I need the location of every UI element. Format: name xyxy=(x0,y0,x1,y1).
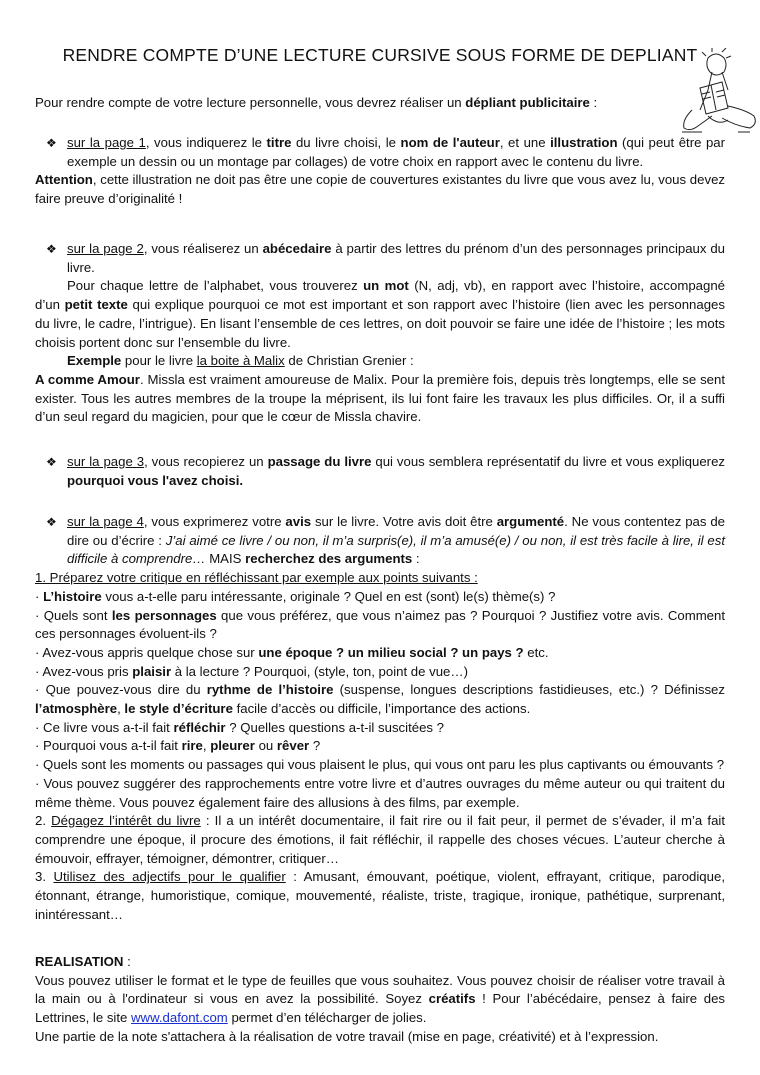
paragraph xyxy=(35,277,725,352)
paragraph xyxy=(35,812,725,868)
text-run: · Avez-vous appris quelque chose sur xyxy=(35,644,259,660)
text-run: : xyxy=(412,551,420,567)
text-run: (N, adj, vb), en rapport avec l’histoire, accompagné d’un xyxy=(35,278,725,313)
text-run: nom de l'auteur xyxy=(400,135,500,150)
text-run: , vous recopierez un xyxy=(144,454,268,469)
text-run: sur le livre. Votre avis doit être xyxy=(311,514,497,529)
text-run: à la lecture ? Pourquoi, (style, ton, point de vue…) xyxy=(171,663,468,679)
text-run: · Avez-vous pris xyxy=(35,663,133,679)
text-run: qui vous semblera représentatif du livre et vous expliquerez xyxy=(371,454,725,469)
text-run: pour le livre xyxy=(121,353,197,369)
text-run: argumenté xyxy=(496,514,565,529)
text-run: plaisir xyxy=(132,663,172,679)
text-run: Une partie de la note s'attachera à la réalisation de votre travail (mise en page, créativité) et à l’expression. xyxy=(35,1028,659,1044)
text-run: : xyxy=(589,95,598,110)
text-run: A comme Amour xyxy=(35,371,140,387)
text-run: etc. xyxy=(523,644,549,660)
bullet-paragraph xyxy=(35,134,725,171)
text-run: , vous réaliserez un xyxy=(143,241,263,256)
text-run: le style d’écriture xyxy=(124,701,233,717)
bullet-paragraph xyxy=(35,240,725,277)
text-run: ? Quelles questions a-t-il suscitées ? xyxy=(225,719,444,735)
page-4-section xyxy=(35,513,725,924)
page-2-section xyxy=(35,240,725,427)
paragraph xyxy=(35,1028,725,1047)
text-run: sur la page 2 xyxy=(67,241,144,256)
text-run: ou xyxy=(254,738,277,754)
paragraph xyxy=(35,371,725,427)
intro-section xyxy=(35,94,725,113)
paragraph xyxy=(35,352,725,371)
text-run: (qui peut être par exemple un dessin ou un montage par collages) de votre choix en rapport avec le contenu du livre. xyxy=(67,135,725,169)
document-title: RENDRE COMPTE D’UNE LECTURE CURSIVE SOUS FORME DE DEPLIANT xyxy=(62,45,698,65)
text-run: réfléchir xyxy=(173,719,226,735)
website-link[interactable]: www.dafont.com xyxy=(131,1010,228,1026)
text-run: 2. xyxy=(35,813,52,829)
text-run: sur la page 1 xyxy=(67,135,146,150)
text-run: que vous préférez, que vous n’aimez pas ? Pourquoi ? Justifiez votre avis. Comment ces personnages évoluent-ils ? xyxy=(35,607,726,642)
text-run: dépliant publicitaire xyxy=(465,95,590,110)
text-run: , vous exprimerez votre xyxy=(143,514,286,529)
person-reading-book-icon xyxy=(678,48,760,136)
text-run: · Quels sont les moments ou passages qui vous plaisent le plus, qui vous ont paru les plus captivants ou émouvants ? xyxy=(35,757,725,773)
paragraph xyxy=(35,663,725,682)
text-run: MAIS xyxy=(205,551,246,567)
text-run: : Amusant, émouvant, poétique, violent, effrayant, critique, parodique, étonnant, étrange, humoristique, comique, mouvementé, réaliste, triste, tragique, ironique, pathétique, surprenant, inintéressant… xyxy=(35,869,725,922)
text-run: Attention xyxy=(35,172,93,188)
text-run: rythme de l’histoire xyxy=(206,682,334,698)
text-run: recherchez des arguments xyxy=(245,551,413,567)
paragraph xyxy=(35,607,725,644)
bullet-icon: ❖ xyxy=(46,242,57,256)
text-run: Pour rendre compte de votre lecture personnelle, vous devrez réaliser un xyxy=(35,95,466,110)
text-run: Vous pouvez utiliser le format et le type de feuilles que vous souhaitez. Vous pouvez choisir de réaliser votre travail à la main ou à l'ordinateur si vous en avez la possibilité. Soyez xyxy=(35,972,725,1007)
text-run: ! Pour l’abécédaire, pensez à faire des Lettrines, le site xyxy=(35,991,725,1026)
text-run: rêver xyxy=(276,738,310,754)
text-run: , et une xyxy=(499,135,551,150)
bullet-icon: ❖ xyxy=(46,455,57,469)
paragraph xyxy=(35,171,725,208)
paragraph xyxy=(35,719,725,738)
text-run: sur la page 3 xyxy=(67,454,145,469)
text-run: pleurer xyxy=(210,738,255,754)
paragraph xyxy=(35,569,725,588)
text-run: abécedaire xyxy=(262,241,332,256)
text-run: à partir des lettres du prénom d’un des personnages principaux du livre. xyxy=(67,241,726,275)
page-3-section xyxy=(35,453,725,490)
text-run: rire xyxy=(181,738,203,754)
text-run: , cette illustration ne doit pas être une copie de couvertures existantes du livre que vous avez lu, vous devez faire preuve d’originalité ! xyxy=(35,172,725,207)
text-run: les personnages xyxy=(111,607,217,623)
paragraph xyxy=(35,681,725,718)
bullet-icon: ❖ xyxy=(46,136,57,150)
text-run: permet d’en télécharger de jolies. xyxy=(227,1010,427,1026)
text-run: 3. xyxy=(35,869,54,885)
text-run: petit texte xyxy=(64,297,128,313)
paragraph xyxy=(35,644,725,663)
text-run: de Christian Grenier : xyxy=(284,353,414,369)
text-run: la boite à Malix xyxy=(196,353,285,369)
text-run: Pour chaque lettre de l’alphabet, vous trouverez xyxy=(67,278,364,294)
text-run: 1. Préparez votre critique en réfléchissant par exemple aux points suivants : xyxy=(35,570,478,586)
paragraph xyxy=(35,775,725,812)
text-run: Utilisez des adjectifs pour le qualifier xyxy=(53,869,286,885)
text-run: (suspense, longues descriptions fastidieuses, etc.) ? Définissez xyxy=(333,682,725,698)
text-run: un mot xyxy=(363,278,409,294)
paragraph xyxy=(35,756,725,775)
text-run: l’atmosphère xyxy=(35,701,118,717)
text-run: vous a-t-elle paru intéressante, originale ? Quel en est (sont) le(s) thème(s) ? xyxy=(101,588,556,604)
text-run: facile d’accès ou difficile, l’importance des actions. xyxy=(232,701,531,717)
text-run: titre xyxy=(266,135,292,150)
text-run: qui explique pourquoi ce mot est important et son rapport avec l’histoire (lien avec les personnages du livre, le cadre, l’intrigue). En lisant l’ensemble de ces lettres, on doit pouvoir se faire une idée de l’histoire ; les mots choisis portent donc sur l’ensemble du livre. xyxy=(35,297,725,350)
text-run: L’histoire xyxy=(43,588,102,604)
text-run: avis xyxy=(285,514,312,529)
text-run: une époque ? un milieu social ? un pays ? xyxy=(258,644,524,660)
text-run: Dégagez l’intérêt du livre xyxy=(51,813,201,829)
text-run: . Missla est vraiment amoureuse de Malix. Pour la première fois, depuis très longtemps, elle se sent exister. Tous les autres membres de la troupe la méprisent, ils lui font faire les travaux les plus difficiles. Or, il a suffi d’un seul regard du magicien, pour que le cœur de Missla chavire. xyxy=(35,371,725,425)
bullet-paragraph xyxy=(35,453,725,490)
text-run: · Quels sont xyxy=(35,607,112,623)
text-run: du livre choisi, le xyxy=(291,135,401,150)
paragraph xyxy=(35,588,725,607)
text-run: , xyxy=(202,738,211,754)
text-run: sur la page 4 xyxy=(67,514,144,529)
text-run: · xyxy=(35,588,44,604)
page-1-section xyxy=(35,134,725,209)
text-run: : xyxy=(123,954,131,969)
text-run: créatifs xyxy=(428,991,476,1007)
text-run: J’ai aimé ce livre / ou non, il m’a surpris(e), il m’a amusé(e) / ou non, il est très facile à lire, il est difficile à comprendre… xyxy=(67,532,726,567)
text-run: illustration xyxy=(550,135,618,150)
text-run: : Il a un intérêt documentaire, il fait rire ou il fait peur, il permet de s’évader, il m’a fait comprendre une époque, il procure des émotions, il fait réfléchir, il rappelle des choses vécues. L’auteur cherche à émouvoir, effrayer, témoigner, démontrer, critiquer… xyxy=(35,813,725,866)
text-run: · Vous pouvez suggérer des rapprochements entre votre livre et d’autres ouvrages du même auteur ou qui traitent du même thème. Vous pouvez également faire des allusions à des films, par exemple. xyxy=(35,775,725,810)
text-run: · Que pouvez-vous dire du xyxy=(35,682,207,698)
text-run: Exemple xyxy=(67,353,122,369)
paragraph xyxy=(35,972,725,1028)
text-run: ? xyxy=(309,738,321,754)
text-run: passage du livre xyxy=(267,454,372,469)
text-run: REALISATION xyxy=(35,954,124,969)
realisation-section xyxy=(35,953,725,1047)
text-run: · Ce livre vous a-t-il fait xyxy=(35,719,174,735)
text-run: , xyxy=(117,701,125,717)
text-run: . Ne vous contentez pas de dire ou d’écrire : xyxy=(67,514,725,548)
text-run: pourquoi vous l'avez choisi. xyxy=(67,472,244,488)
paragraph xyxy=(35,94,725,113)
text-run: · Pourquoi vous a-t-il fait xyxy=(35,738,182,754)
paragraph xyxy=(35,868,725,924)
bullet-paragraph xyxy=(35,513,725,569)
paragraph xyxy=(35,737,725,756)
bullet-icon: ❖ xyxy=(46,515,57,529)
paragraph xyxy=(35,953,725,972)
text-run: , vous indiquerez le xyxy=(145,135,267,150)
